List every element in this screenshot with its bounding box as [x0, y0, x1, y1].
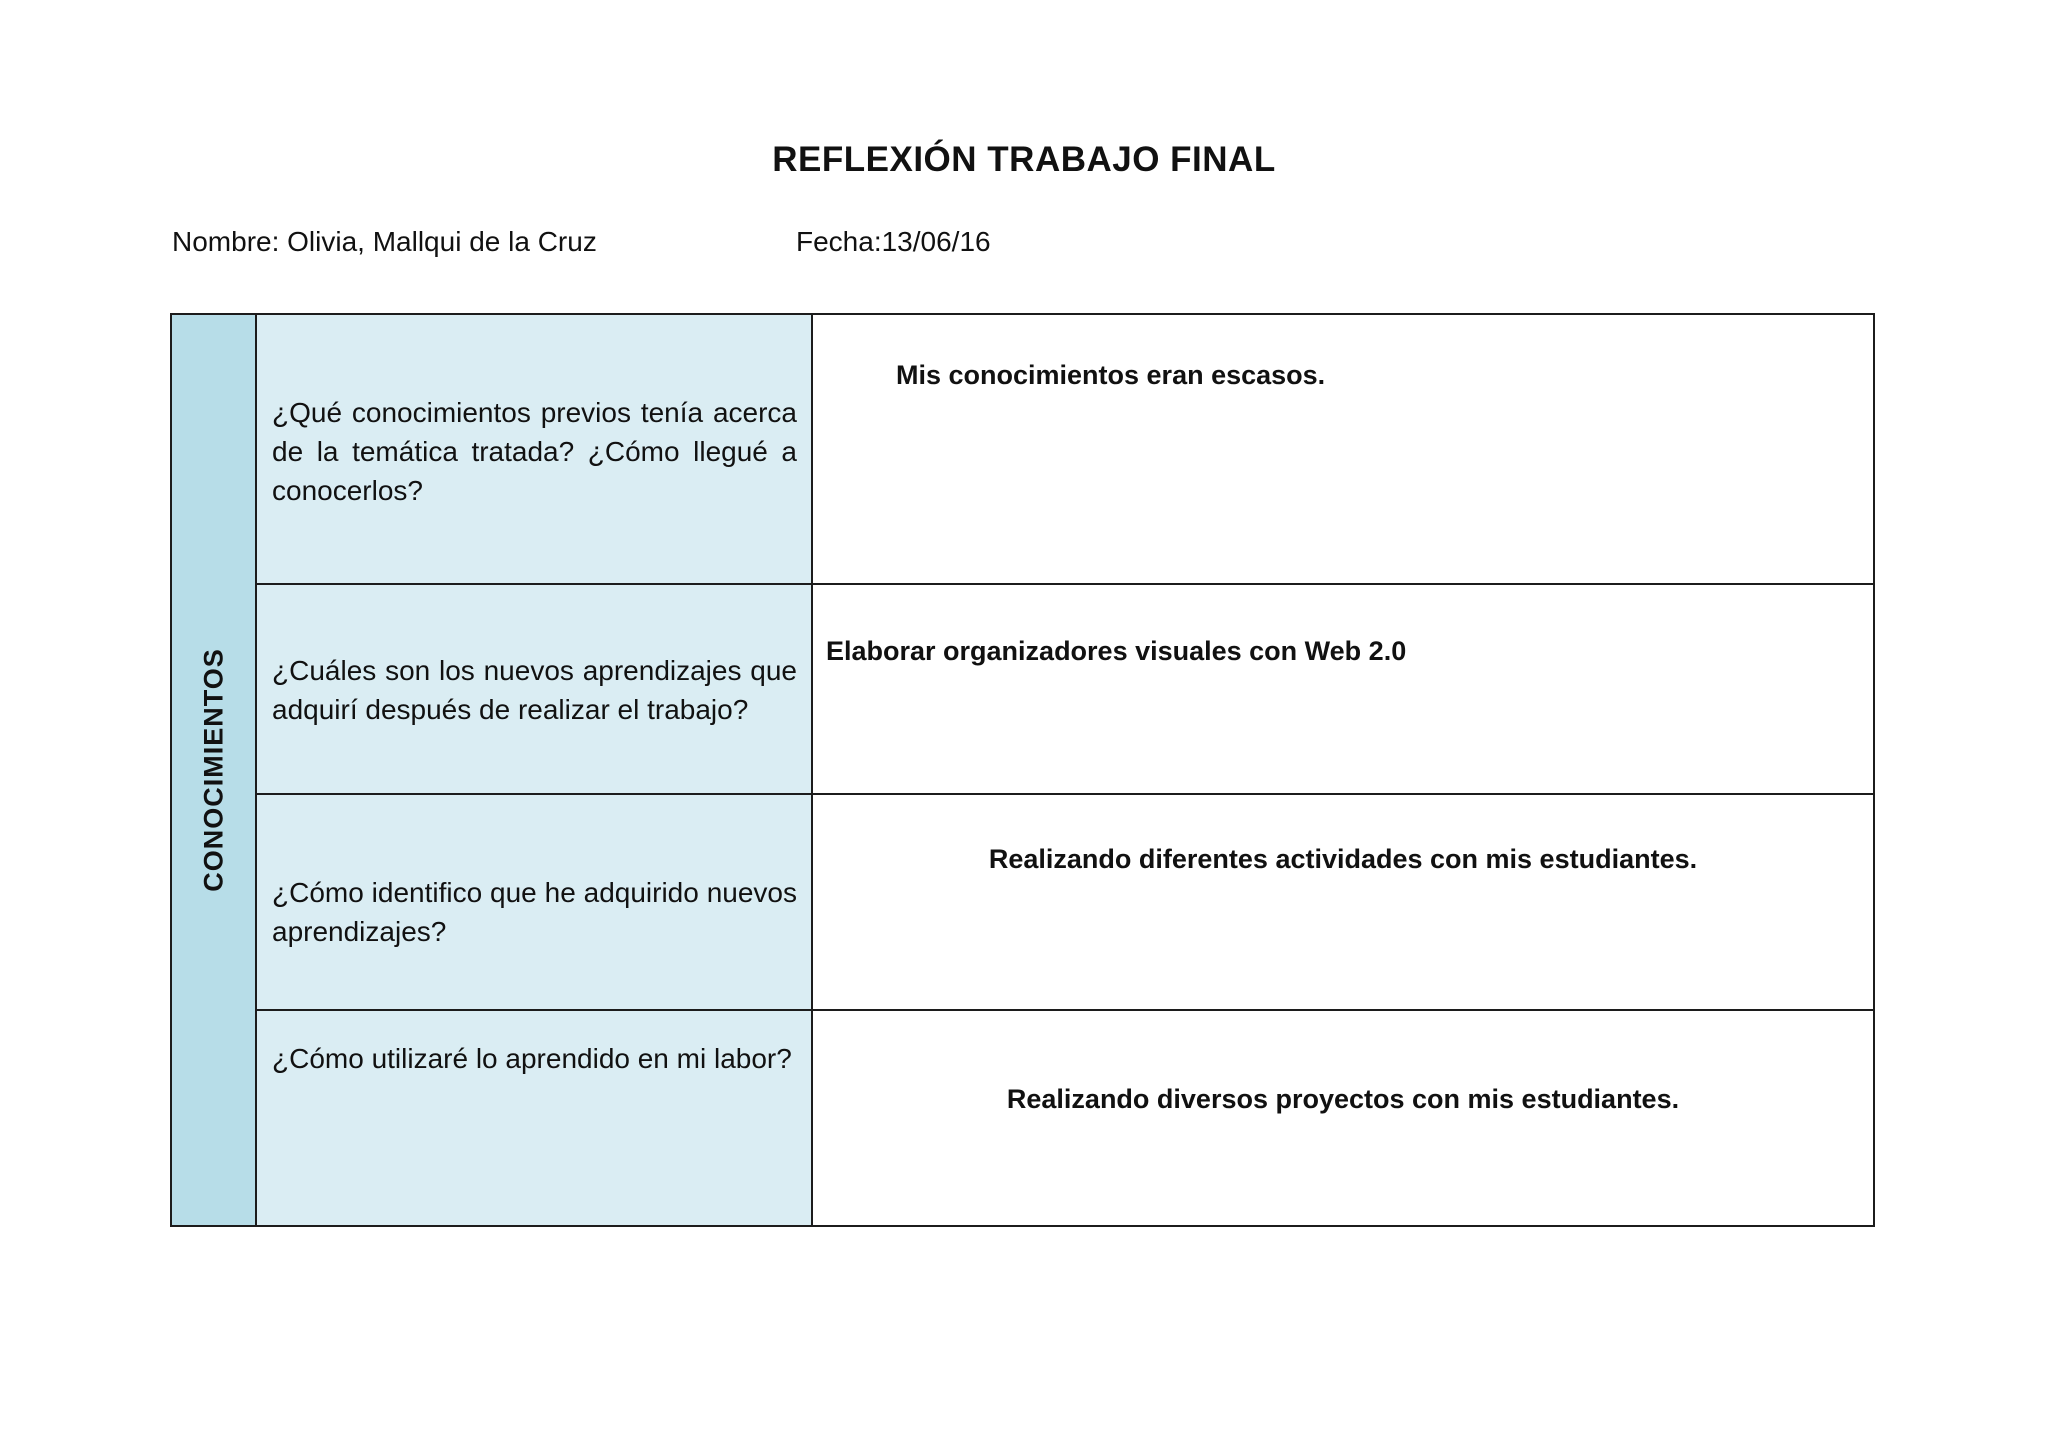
question-text: ¿Cuáles son los nuevos aprendizajes que adquirí después de realizar el trabajo?	[272, 655, 797, 725]
table-row	[171, 1010, 1874, 1226]
student-name: Nombre: Olivia, Mallqui de la Cruz	[172, 226, 597, 257]
question-text: ¿Cómo utilizaré lo aprendido en mi labor?	[272, 1043, 792, 1074]
answer-text: Elaborar organizadores visuales con Web 2.0	[826, 636, 1407, 666]
answer-text: Realizando diversos proyectos con mis estudiantes.	[1006, 1084, 1680, 1114]
question-text: ¿Cómo identifico que he adquirido nuevos aprendizajes?	[272, 877, 797, 947]
reflection-table	[170, 313, 1875, 1227]
section-label: CONOCIMIENTOS	[198, 648, 228, 892]
question-cell	[256, 1010, 812, 1226]
table-row	[171, 794, 1874, 1010]
table-row	[171, 584, 1874, 794]
answer-cell	[812, 1010, 1874, 1226]
date-field: Fecha:13/06/16	[796, 226, 991, 257]
section-cell	[171, 314, 256, 1226]
answer-text: Realizando diferentes actividades con mis estudiantes.	[988, 844, 1698, 874]
question-cell	[256, 314, 812, 584]
document-title: REFLEXIÓN TRABAJO FINAL	[772, 140, 1276, 179]
answer-cell	[812, 314, 1874, 584]
question-text: ¿Qué conocimientos previos tenía acerca de la temática tratada? ¿Cómo llegué a conocerlos?	[272, 397, 797, 506]
question-cell	[256, 584, 812, 794]
answer-text: Mis conocimientos eran escasos.	[896, 360, 1326, 390]
question-cell	[256, 794, 812, 1010]
table-row	[171, 314, 1874, 584]
answer-cell	[812, 794, 1874, 1010]
answer-cell	[812, 584, 1874, 794]
